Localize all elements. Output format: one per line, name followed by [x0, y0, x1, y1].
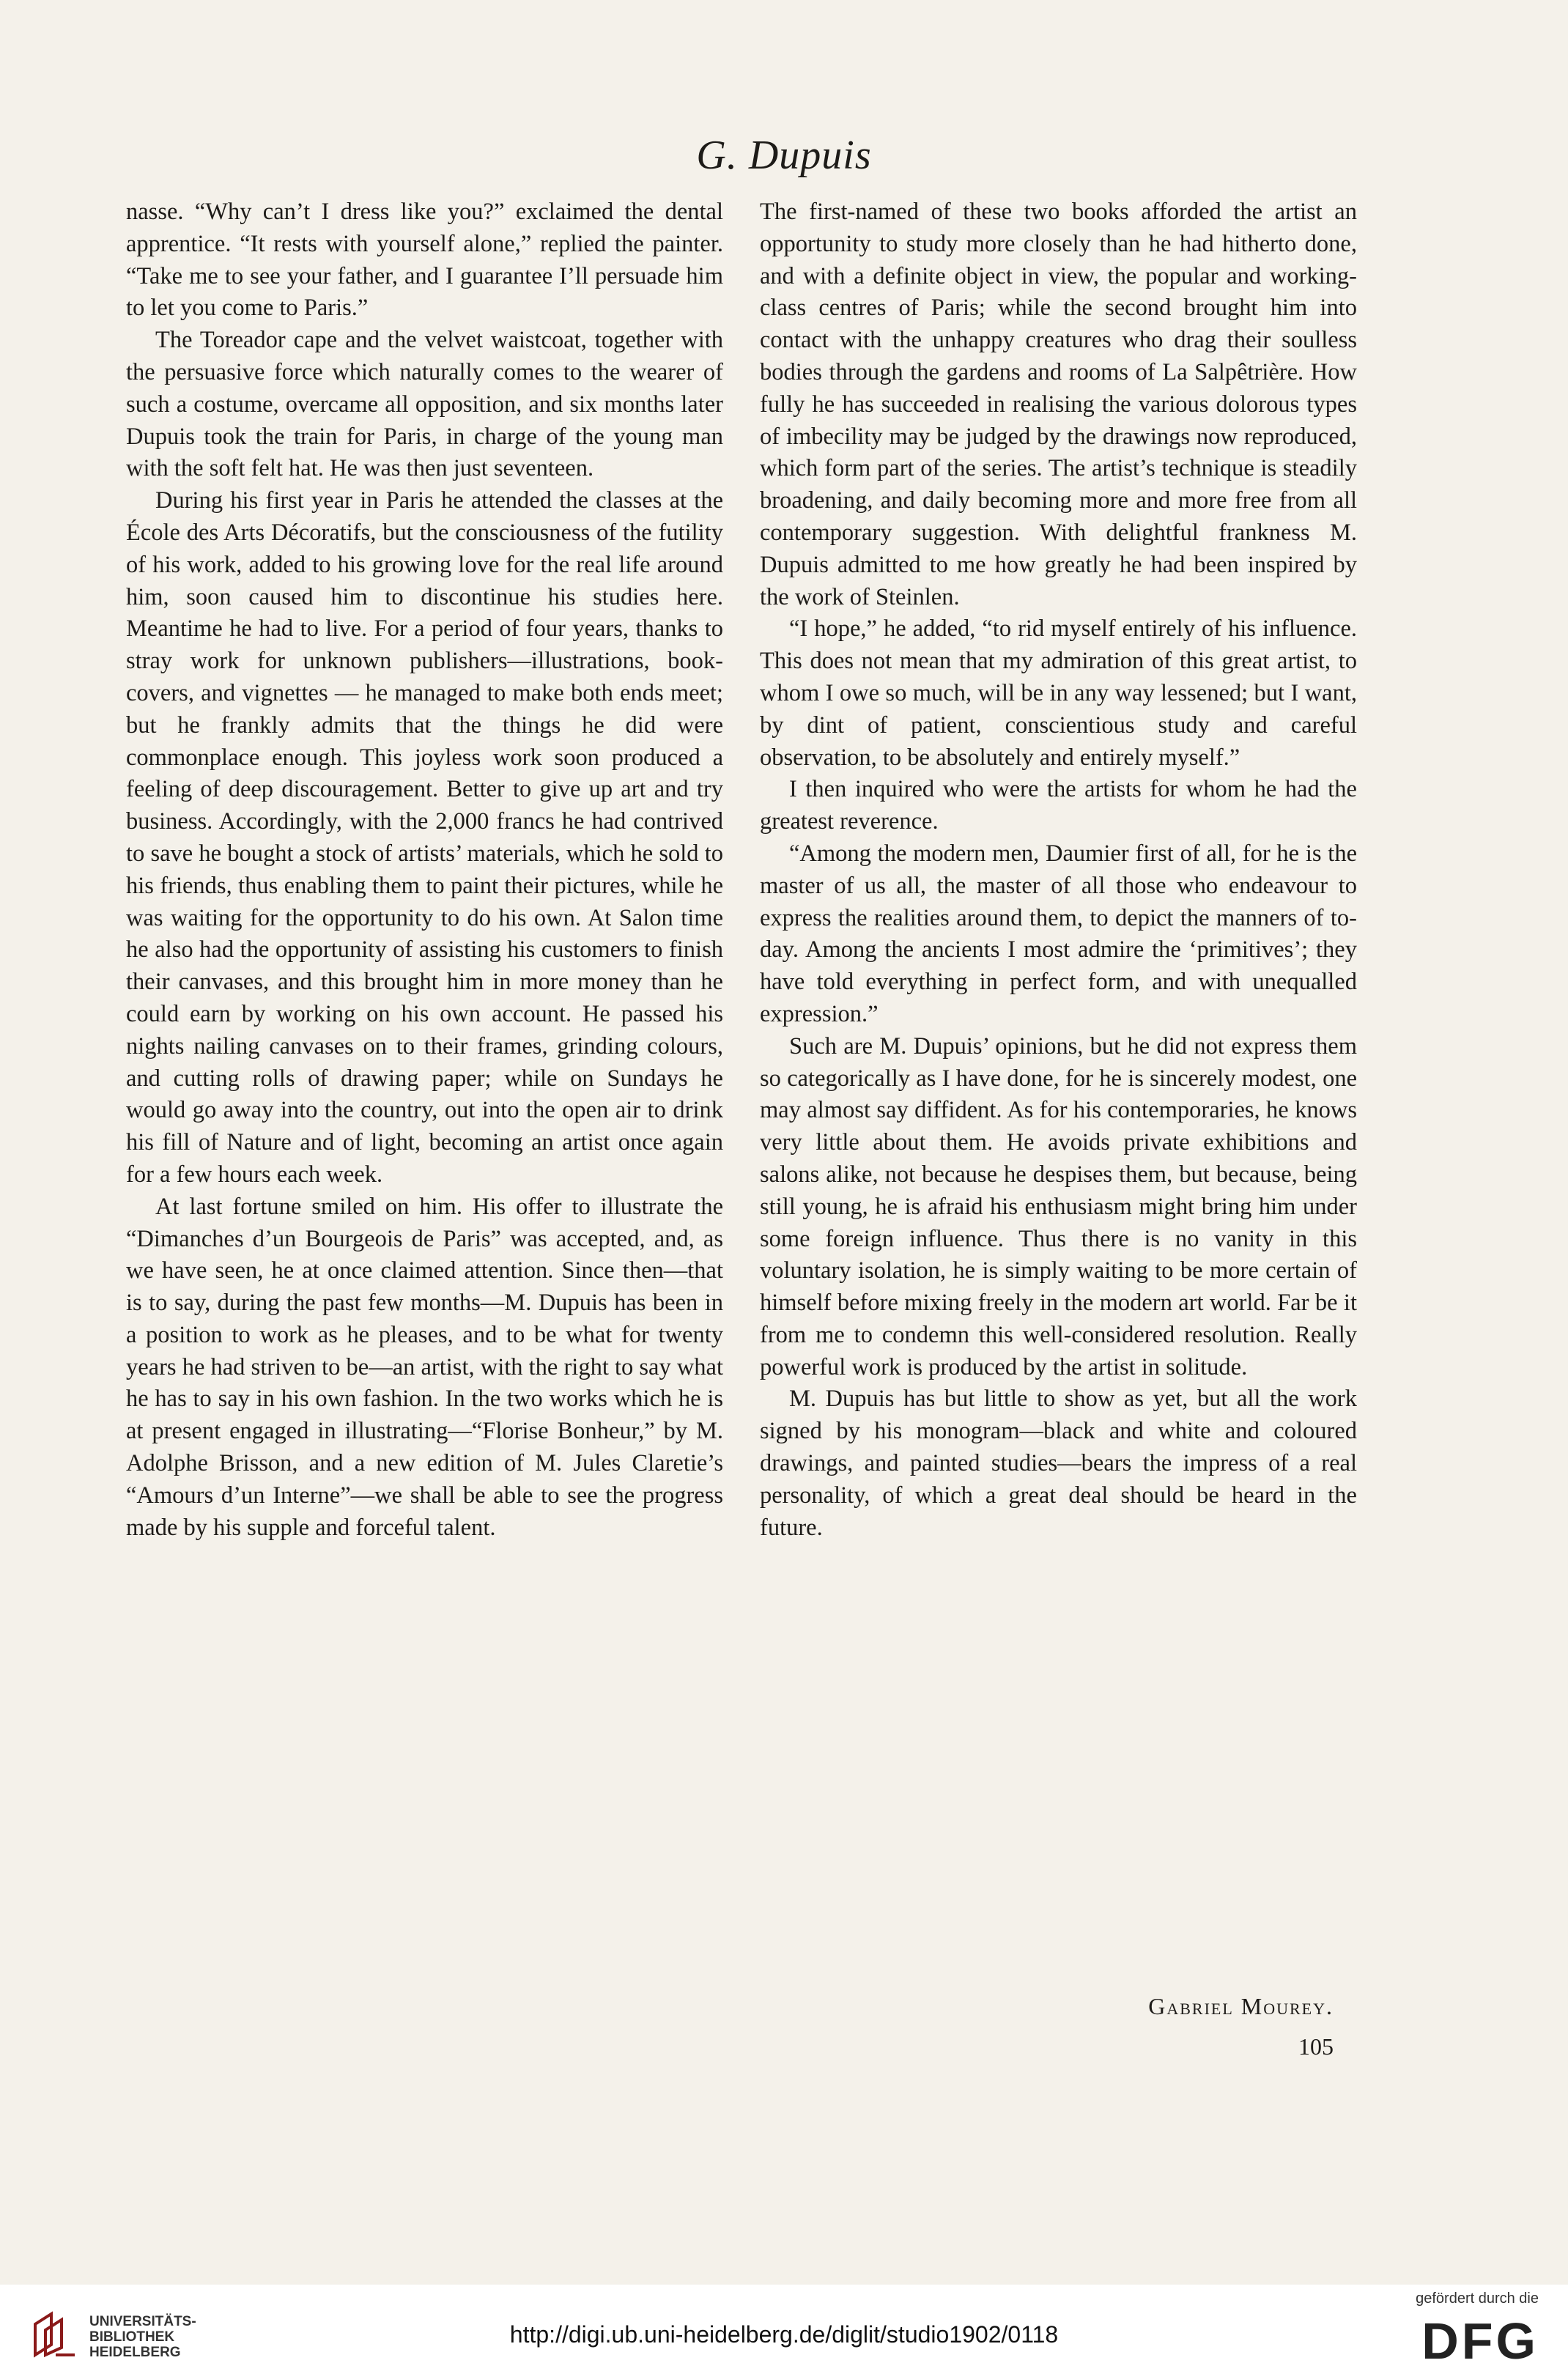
page-number: 105 [1298, 2033, 1334, 2060]
running-header: G. Dupuis [696, 133, 872, 178]
paragraph: “I hope,” he added, “to rid myself entirely of his influence. This does not mean that my admiration of this great artist, to whom I owe so much, will be in any way lessened; but I want, by dint of patient, conscientious study and careful observation, to be absolutely and entirely myself.” [760, 615, 1357, 771]
paragraph: The first-named of these two books afforded the artist an opportunity to study more closely than he had hitherto done, and with a definite object in view, the popular and working-class centres of Paris; while the second brought him into contact with the unhappy creatures who drag their soulless bodies through the gardens and rooms of La Salpêtrière. How fully he has succeeded in realising the various dolorous types of imbecility may be judged by the drawings now reproduced, which form part of the series. The artist’s technique is steadily broadening, and daily becoming more and more free from all contemporary suggestion. With delightful frankness M. Dupuis admitted to me how greatly he had been inspired by the work of Steinlen. [760, 199, 1357, 610]
author-signature: Gabriel Mourey. [1148, 1993, 1334, 2019]
paragraph: M. Dupuis has but little to show as yet, but all the work signed by his monogram—black and white and coloured drawings, and painted studies—bears the impress of a real personality, of which a great deal should be heard in the future. [760, 1386, 1357, 1541]
permalink-url[interactable]: http://digi.ub.uni-heidelberg.de/diglit/studio1902/0118 [509, 2321, 1059, 2348]
dfg-logo: DFG [1421, 2312, 1539, 2370]
digitization-footer [0, 2285, 1568, 2374]
paragraph: At last fortune smiled on him. His offer to illustrate the “Dimanches d’un Bourgeois de Paris” was accepted, and, as we have seen, he at once claimed attention. Since then—that is to say, during the past few months—M. Dupuis has been in a position to work as he pleases, and to be what for twenty years he had striven to be—an artist, with the right to say what he has to say in his own fashion. In the two works which he is at present engaged in illustrating—“Florise Bonheur,” by M. Adolphe Brisson, and a new edition of M. Jules Claretie’s “Amours d’un Interne”—we shall be able to see the progress made by his supple and forceful talent. [126, 1193, 724, 1541]
right-column [760, 196, 1357, 1544]
paragraph: “Among the modern men, Daumier first of all, for he is the master of us all, the master of all those who endeavour to express the realities around them, to depict the manners of to-day. Among the ancients I most admire the ‘primitives’; they have told everything in perfect form, and with unequalled expression.” [760, 840, 1357, 1027]
library-name: UNIVERSITÄTS- BIBLIOTHEK HEIDELBERG [89, 2314, 196, 2360]
paragraph: nasse. “Why can’t I dress like you?” exclaimed the dental apprentice. “It rests with yourself alone,” replied the painter. “Take me to see your father, and I guarantee I’ll persuade him to let you come to Paris.” [126, 199, 723, 322]
paragraph: During his first year in Paris he attended the classes at the École des Arts Décoratifs, but the consciousness of the futility of his work, added to his growing love for the real life around him, soon caused him to discontinue his studies here. Meantime he had to live. For a period of four years, thanks to stray work for unknown publishers—illustrations, book-covers, and vignettes — he managed to make both ends meet; but he frankly admits that the things he did were commonplace enough. This joyless work soon produced a feeling of deep discouragement. Better to give up art and try business. Accordingly, with the 2,000 francs he had contrived to save he bought a stock of artists’ materials, which he sold to his friends, thus enabling them to paint their pictures, while he was waiting for the opportunity to do his own. At Salon time he also had the opportunity of assisting his customers to finish their canvases, and this brought him in more money than he could earn by working on his own account. He passed his nights nailing canvases on to their frames, grinding colours, and cutting rolls of drawing paper; while on Sundays he would go away into the country, out into the open air to drink his fill of Nature and of light, becoming an artist once again for a few hours each week. [126, 487, 723, 1188]
left-column [126, 196, 723, 1544]
paragraph: The Toreador cape and the velvet waistcoat, together with the persuasive force which naturally comes to the wearer of such a costume, overcame all opposition, and six months later Dupuis took the train for Paris, in charge of the young man with the soft felt hat. He was then just seventeen. [126, 327, 723, 482]
paragraph: I then inquired who were the artists for whom he had the greatest reverence. [760, 776, 1357, 835]
paragraph: Such are M. Dupuis’ opinions, but he did not express them so categorically as I have done, for he is sincerely modest, one may almost say diffident. As for his contemporaries, he knows very little about them. He avoids private exhibitions and salons alike, not because he despises them, but because, being still young, he is afraid his enthusiasm might bring him under some foreign influence. Thus there is no vanity in this voluntary isolation, he is simply waiting to be more certain of himself before mixing freely in the modern art world. Far be it from me to condemn this well-considered resolution. Really powerful work is produced by the artist in solitude. [760, 1032, 1357, 1380]
funded-by-label: gefördert durch die [1416, 2290, 1539, 2307]
